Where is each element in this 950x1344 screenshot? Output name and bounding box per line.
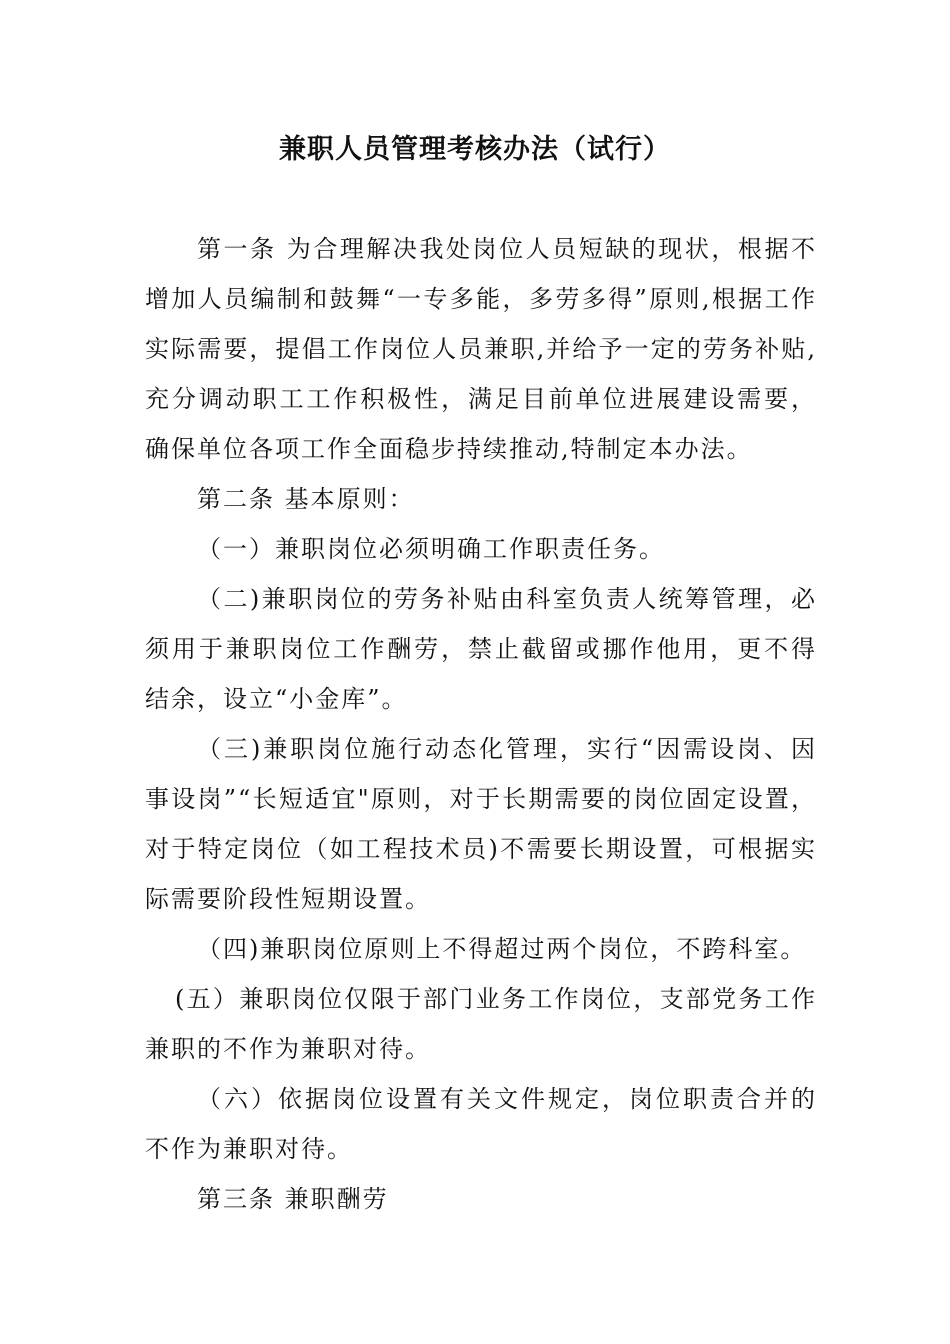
principle-2-paragraph: （二)兼职岗位的劳务补贴由科室负责人统筹管理，必须用于兼职岗位工作酬劳，禁止截留或挪作他用，更不得结余，设立“小金库”。 (145, 585, 817, 713)
document-title: 兼职人员管理考核办法（试行） (279, 134, 671, 165)
article-1-paragraph: 第一条 为合理解决我处岗位人员短缺的现状，根据不增加人员编制和鼓舞“一专多能，多劳多得”原则,根据工作实际需要，提倡工作岗位人员兼职,并给予一定的劳务补贴,充分调动职工工作积极性，满足目前单位进展建设需要，确保单位各项工作全面稳步持续推动,特制定本办法。 (145, 235, 817, 463)
principle-1-paragraph: （一）兼职岗位必须明确工作职责任务。 (197, 535, 665, 563)
principle-6-paragraph: （六）依据岗位设置有关文件规定，岗位职责合并的不作为兼职对待。 (145, 1085, 817, 1163)
document-body (145, 224, 817, 1224)
principle-5-paragraph: (五）兼职岗位仅限于部门业务工作岗位，支部党务工作兼职的不作为兼职对待。 (145, 985, 817, 1063)
principle-4-paragraph: （四)兼职岗位原则上不得超过两个岗位，不跨科室。 (197, 935, 807, 963)
principle-3-paragraph: （三)兼职岗位施行动态化管理，实行“因需设岗、因事设岗”“长短适宜"原则，对于长期需要的岗位固定设置，对于特定岗位（如工程技术员)不需要长期设置，可根据实际需要阶段性短期设置。 (145, 735, 817, 913)
article-2-heading: 第二条 基本原则： (197, 485, 415, 513)
article-3-heading: 第三条 兼职酬劳 (197, 1185, 389, 1213)
